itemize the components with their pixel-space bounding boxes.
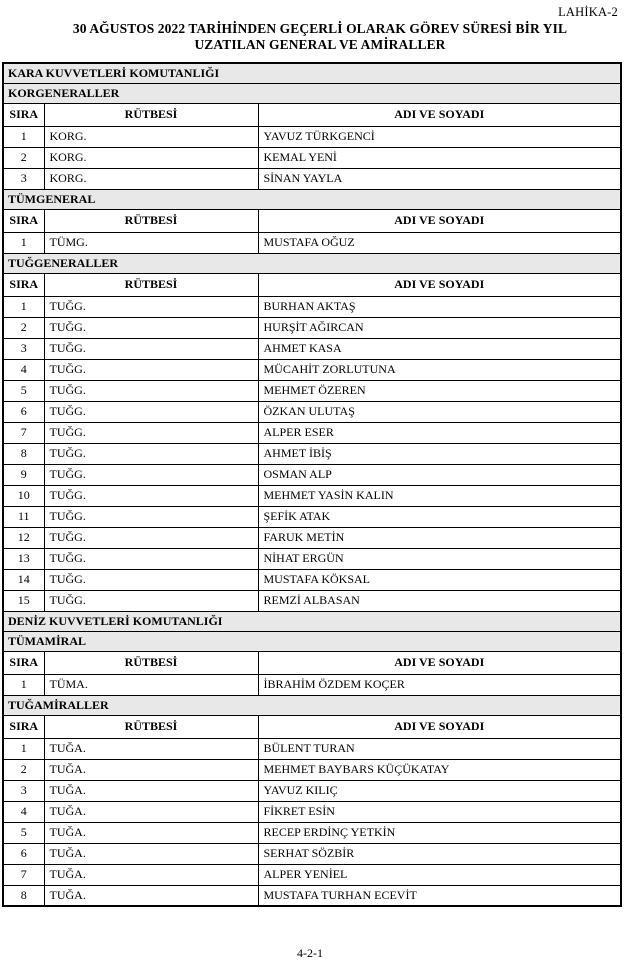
column-header-adi-ve-soyadi: ADI VE SOYADI bbox=[258, 715, 621, 738]
roster-cell-rutbesi: TUĞA. bbox=[44, 738, 258, 759]
roster-row bbox=[3, 822, 621, 843]
roster-cell-adi-ve-soyadi: YAVUZ TÜRKGENCİ bbox=[258, 126, 621, 147]
rank-group-row bbox=[3, 695, 621, 715]
roster-row bbox=[3, 338, 621, 359]
roster-cell-rutbesi: TUĞA. bbox=[44, 864, 258, 885]
roster-cell-sira: 10 bbox=[3, 485, 44, 506]
roster-cell-adi-ve-soyadi: MUSTAFA OĞUZ bbox=[258, 232, 621, 253]
roster-cell-rutbesi: TUĞG. bbox=[44, 422, 258, 443]
rank-group-row bbox=[3, 83, 621, 103]
roster-cell-sira: 3 bbox=[3, 168, 44, 189]
roster-cell-rutbesi: TUĞG. bbox=[44, 464, 258, 485]
roster-cell-sira: 1 bbox=[3, 126, 44, 147]
roster-row bbox=[3, 801, 621, 822]
rank-group-label: TUĞGENERALLER bbox=[3, 253, 621, 273]
roster-cell-sira: 13 bbox=[3, 548, 44, 569]
roster-cell-rutbesi: TUĞA. bbox=[44, 780, 258, 801]
roster-row bbox=[3, 548, 621, 569]
roster-cell-adi-ve-soyadi: MUSTAFA TURHAN ECEVİT bbox=[258, 885, 621, 906]
column-header-row bbox=[3, 651, 621, 674]
roster-cell-rutbesi: TUĞG. bbox=[44, 506, 258, 527]
roster-cell-rutbesi: TUĞG. bbox=[44, 401, 258, 422]
rank-group-label: TÜMAMİRAL bbox=[3, 631, 621, 651]
roster-cell-sira: 4 bbox=[3, 801, 44, 822]
column-header-rutbesi: RÜTBESİ bbox=[44, 209, 258, 232]
page-number: 4-2-1 bbox=[297, 946, 323, 960]
roster-cell-adi-ve-soyadi: REMZİ ALBASAN bbox=[258, 590, 621, 611]
roster-cell-adi-ve-soyadi: ŞEFİK ATAK bbox=[258, 506, 621, 527]
roster-row bbox=[3, 147, 621, 168]
rank-group-label: TÜMGENERAL bbox=[3, 189, 621, 209]
document-title-line2: UZATILAN GENERAL VE AMİRALLER bbox=[194, 37, 446, 52]
rank-group-row bbox=[3, 631, 621, 651]
roster-cell-rutbesi: KORG. bbox=[44, 126, 258, 147]
roster-row bbox=[3, 422, 621, 443]
roster-cell-adi-ve-soyadi: FARUK METİN bbox=[258, 527, 621, 548]
roster-row bbox=[3, 590, 621, 611]
column-header-sira: SIRA bbox=[3, 273, 44, 296]
roster-cell-sira: 2 bbox=[3, 759, 44, 780]
roster-cell-rutbesi: KORG. bbox=[44, 168, 258, 189]
column-header-row bbox=[3, 103, 621, 126]
roster-cell-sira: 4 bbox=[3, 359, 44, 380]
roster-cell-rutbesi: TUĞA. bbox=[44, 822, 258, 843]
roster-row bbox=[3, 464, 621, 485]
roster-row bbox=[3, 296, 621, 317]
roster-cell-rutbesi: TUĞA. bbox=[44, 801, 258, 822]
roster-cell-rutbesi: TÜMA. bbox=[44, 674, 258, 695]
roster-cell-sira: 8 bbox=[3, 443, 44, 464]
roster-cell-sira: 1 bbox=[3, 674, 44, 695]
roster-cell-sira: 1 bbox=[3, 232, 44, 253]
column-header-adi-ve-soyadi: ADI VE SOYADI bbox=[258, 103, 621, 126]
roster-row bbox=[3, 780, 621, 801]
roster-cell-adi-ve-soyadi: MÜCAHİT ZORLUTUNA bbox=[258, 359, 621, 380]
force-section-row bbox=[3, 611, 621, 631]
roster-row bbox=[3, 569, 621, 590]
roster-cell-adi-ve-soyadi: FİKRET ESİN bbox=[258, 801, 621, 822]
column-header-adi-ve-soyadi: ADI VE SOYADI bbox=[258, 273, 621, 296]
document-title-line1: 30 AĞUSTOS 2022 TARİHİNDEN GEÇERLİ OLARAK GÖREV SÜRESİ BİR YIL bbox=[72, 21, 568, 36]
column-header-adi-ve-soyadi: ADI VE SOYADI bbox=[258, 209, 621, 232]
roster-cell-adi-ve-soyadi: SERHAT SÖZBİR bbox=[258, 843, 621, 864]
roster-cell-adi-ve-soyadi: ÖZKAN ULUTAŞ bbox=[258, 401, 621, 422]
roster-cell-adi-ve-soyadi: HURŞİT AĞIRCAN bbox=[258, 317, 621, 338]
roster-cell-adi-ve-soyadi: KEMAL YENİ bbox=[258, 147, 621, 168]
roster-cell-sira: 9 bbox=[3, 464, 44, 485]
column-header-sira: SIRA bbox=[3, 715, 44, 738]
column-header-sira: SIRA bbox=[3, 103, 44, 126]
roster-cell-rutbesi: TUĞG. bbox=[44, 590, 258, 611]
annex-label: LAHİKA-2 bbox=[558, 5, 618, 19]
roster-cell-adi-ve-soyadi: OSMAN ALP bbox=[258, 464, 621, 485]
roster-cell-rutbesi: TUĞG. bbox=[44, 338, 258, 359]
roster-cell-sira: 1 bbox=[3, 296, 44, 317]
roster-cell-rutbesi: KORG. bbox=[44, 147, 258, 168]
roster-cell-rutbesi: TUĞG. bbox=[44, 527, 258, 548]
column-header-adi-ve-soyadi: ADI VE SOYADI bbox=[258, 651, 621, 674]
roster-cell-sira: 7 bbox=[3, 422, 44, 443]
roster-cell-adi-ve-soyadi: MEHMET ÖZEREN bbox=[258, 380, 621, 401]
roster-cell-rutbesi: TUĞG. bbox=[44, 569, 258, 590]
roster-cell-adi-ve-soyadi: ALPER YENİEL bbox=[258, 864, 621, 885]
roster-cell-adi-ve-soyadi: İBRAHİM ÖZDEM KOÇER bbox=[258, 674, 621, 695]
roster-cell-sira: 6 bbox=[3, 401, 44, 422]
roster-row bbox=[3, 443, 621, 464]
roster-row bbox=[3, 759, 621, 780]
roster-cell-adi-ve-soyadi: MEHMET YASİN KALIN bbox=[258, 485, 621, 506]
roster-cell-rutbesi: TUĞG. bbox=[44, 296, 258, 317]
roster-cell-adi-ve-soyadi: MEHMET BAYBARS KÜÇÜKATAY bbox=[258, 759, 621, 780]
roster-cell-sira: 5 bbox=[3, 380, 44, 401]
roster-cell-sira: 3 bbox=[3, 338, 44, 359]
roster-cell-rutbesi: TUĞG. bbox=[44, 380, 258, 401]
column-header-rutbesi: RÜTBESİ bbox=[44, 103, 258, 126]
rank-group-label: KORGENERALLER bbox=[3, 83, 621, 103]
roster-cell-adi-ve-soyadi: MUSTAFA KÖKSAL bbox=[258, 569, 621, 590]
roster-cell-adi-ve-soyadi: AHMET İBİŞ bbox=[258, 443, 621, 464]
roster-row bbox=[3, 485, 621, 506]
rank-group-row bbox=[3, 253, 621, 273]
roster-cell-sira: 2 bbox=[3, 147, 44, 168]
roster-cell-rutbesi: TUĞG. bbox=[44, 548, 258, 569]
column-header-rutbesi: RÜTBESİ bbox=[44, 273, 258, 296]
column-header-sira: SIRA bbox=[3, 209, 44, 232]
force-section-row bbox=[3, 63, 621, 83]
roster-cell-rutbesi: TUĞG. bbox=[44, 317, 258, 338]
roster-row bbox=[3, 232, 621, 253]
roster-cell-adi-ve-soyadi: NİHAT ERGÜN bbox=[258, 548, 621, 569]
column-header-row bbox=[3, 715, 621, 738]
roster-row bbox=[3, 506, 621, 527]
roster-cell-adi-ve-soyadi: AHMET KASA bbox=[258, 338, 621, 359]
roster-table bbox=[2, 62, 622, 907]
roster-cell-sira: 6 bbox=[3, 843, 44, 864]
roster-cell-adi-ve-soyadi: YAVUZ KILIÇ bbox=[258, 780, 621, 801]
force-section-label: DENİZ KUVVETLERİ KOMUTANLIĞI bbox=[3, 611, 621, 631]
roster-cell-rutbesi: TUĞG. bbox=[44, 443, 258, 464]
roster-row bbox=[3, 126, 621, 147]
roster-table-body bbox=[3, 63, 621, 906]
roster-cell-rutbesi: TUĞG. bbox=[44, 485, 258, 506]
column-header-row bbox=[3, 273, 621, 296]
roster-row bbox=[3, 674, 621, 695]
column-header-rutbesi: RÜTBESİ bbox=[44, 651, 258, 674]
roster-cell-sira: 2 bbox=[3, 317, 44, 338]
roster-cell-rutbesi: TUĞA. bbox=[44, 885, 258, 906]
column-header-rutbesi: RÜTBESİ bbox=[44, 715, 258, 738]
roster-cell-sira: 8 bbox=[3, 885, 44, 906]
roster-cell-rutbesi: TUĞA. bbox=[44, 759, 258, 780]
roster-cell-sira: 3 bbox=[3, 780, 44, 801]
document-title bbox=[0, 21, 640, 53]
force-section-label: KARA KUVVETLERİ KOMUTANLIĞI bbox=[3, 63, 621, 83]
roster-row bbox=[3, 359, 621, 380]
roster-cell-rutbesi: TUĞG. bbox=[44, 359, 258, 380]
roster-row bbox=[3, 738, 621, 759]
roster-cell-sira: 5 bbox=[3, 822, 44, 843]
roster-row bbox=[3, 401, 621, 422]
roster-cell-adi-ve-soyadi: SİNAN YAYLA bbox=[258, 168, 621, 189]
roster-row bbox=[3, 864, 621, 885]
roster-row bbox=[3, 380, 621, 401]
roster-row bbox=[3, 317, 621, 338]
column-header-row bbox=[3, 209, 621, 232]
column-header-sira: SIRA bbox=[3, 651, 44, 674]
roster-cell-rutbesi: TUĞA. bbox=[44, 843, 258, 864]
roster-cell-sira: 1 bbox=[3, 738, 44, 759]
roster-cell-sira: 11 bbox=[3, 506, 44, 527]
roster-row bbox=[3, 527, 621, 548]
roster-cell-rutbesi: TÜMG. bbox=[44, 232, 258, 253]
roster-cell-sira: 14 bbox=[3, 569, 44, 590]
roster-cell-adi-ve-soyadi: BURHAN AKTAŞ bbox=[258, 296, 621, 317]
roster-row bbox=[3, 843, 621, 864]
rank-group-label: TUĞAMİRALLER bbox=[3, 695, 621, 715]
roster-cell-adi-ve-soyadi: RECEP ERDİNÇ YETKİN bbox=[258, 822, 621, 843]
roster-cell-sira: 12 bbox=[3, 527, 44, 548]
roster-cell-adi-ve-soyadi: ALPER ESER bbox=[258, 422, 621, 443]
roster-row bbox=[3, 168, 621, 189]
roster-cell-adi-ve-soyadi: BÜLENT TURAN bbox=[258, 738, 621, 759]
roster-cell-sira: 7 bbox=[3, 864, 44, 885]
rank-group-row bbox=[3, 189, 621, 209]
roster-row bbox=[3, 885, 621, 906]
roster-cell-sira: 15 bbox=[3, 590, 44, 611]
